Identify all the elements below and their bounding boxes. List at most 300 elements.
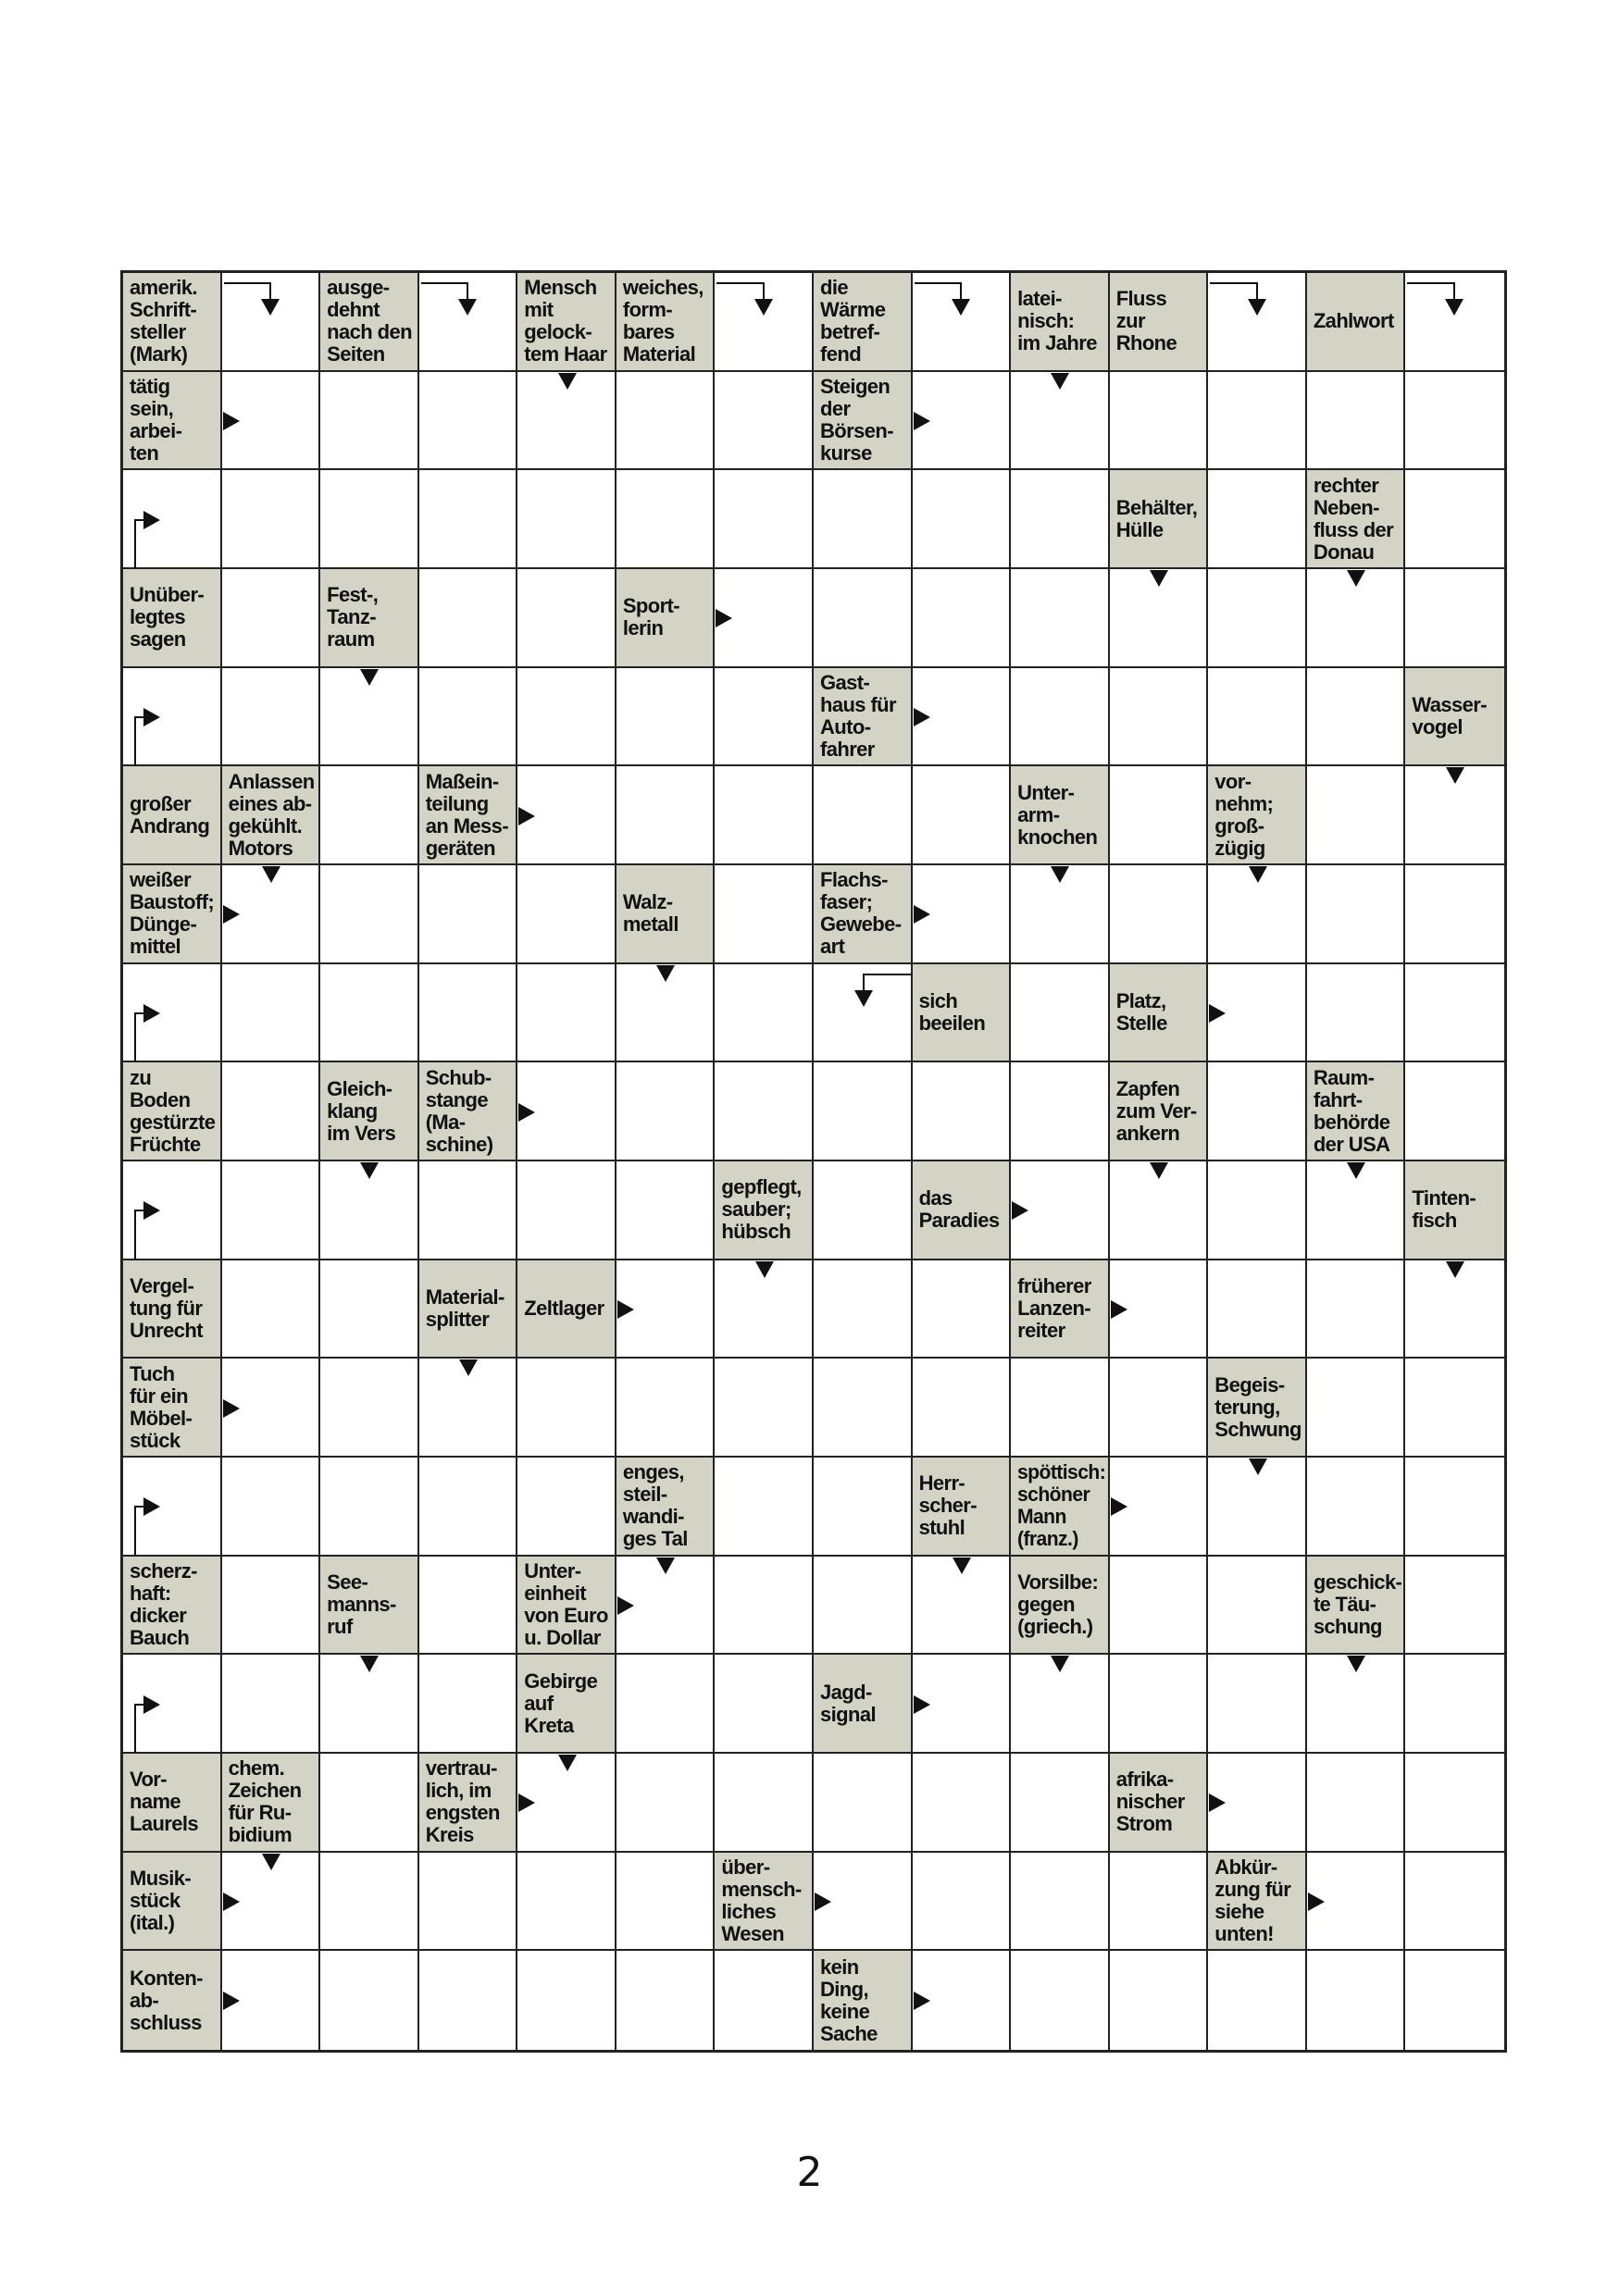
answer-cell[interactable]	[616, 470, 716, 569]
clue-text: Maßein- teilung an Mess- geräten	[425, 769, 509, 860]
answer-cell[interactable]	[222, 964, 321, 1063]
answer-cell[interactable]	[517, 1161, 616, 1260]
clue-text: Jagd- signal	[820, 1680, 876, 1726]
answer-cell[interactable]	[616, 1655, 716, 1754]
clue-text: ausge- dehnt nach den Seiten	[327, 276, 412, 366]
answer-cell[interactable]	[320, 766, 419, 865]
clue-cell	[814, 1655, 913, 1754]
answer-cell[interactable]	[320, 964, 419, 1063]
clue-text: Vor- name Laurels	[130, 1768, 199, 1836]
answer-cell[interactable]	[419, 1557, 518, 1656]
answer-cell[interactable]	[517, 1458, 616, 1557]
answer-cell[interactable]	[1110, 1655, 1209, 1754]
answer-cell[interactable]	[517, 865, 616, 964]
clue-cell	[419, 1260, 518, 1359]
arrow-right-icon	[1111, 1497, 1127, 1516]
answer-cell[interactable]	[1011, 1853, 1110, 1952]
answer-cell[interactable]	[1110, 766, 1209, 865]
clue-cell	[123, 273, 222, 372]
arrow-right-icon	[716, 609, 732, 627]
answer-cell[interactable]	[814, 470, 913, 569]
answer-cell[interactable]	[814, 569, 913, 668]
arrow-right-icon	[914, 1695, 930, 1714]
clue-cell	[123, 1557, 222, 1656]
answer-cell[interactable]	[1011, 470, 1110, 569]
clue-cell	[123, 865, 222, 964]
arrow-down-icon	[458, 299, 477, 316]
clue-text: chem. Zeichen für Ru- bidium	[228, 1756, 302, 1847]
answer-cell[interactable]	[419, 668, 518, 767]
answer-cell[interactable]	[1307, 865, 1406, 964]
clue-cell	[1307, 1557, 1406, 1656]
clue-text: Schub- stange (Ma- schine)	[425, 1065, 493, 1156]
answer-cell[interactable]	[715, 865, 814, 964]
arrow-down-icon	[558, 373, 577, 390]
clue-text: Konten- ab- schluss	[130, 1966, 203, 2034]
answer-cell[interactable]	[715, 1655, 814, 1754]
clue-text: Behälter, Hülle	[1115, 495, 1198, 541]
arrow-down-icon	[754, 299, 773, 316]
clue-cell	[1011, 1260, 1110, 1359]
answer-cell[interactable]	[1307, 1951, 1406, 2050]
answer-cell[interactable]	[616, 1853, 716, 1952]
answer-cell[interactable]	[1110, 865, 1209, 964]
answer-cell[interactable]	[222, 1161, 321, 1260]
answer-cell[interactable]	[1405, 865, 1504, 964]
clue-cell	[1110, 470, 1209, 569]
clue-cell	[1011, 766, 1110, 865]
clue-text: rechter Neben- fluss der Donau	[1313, 473, 1394, 564]
answer-cell[interactable]	[1110, 1359, 1209, 1458]
answer-cell[interactable]	[320, 1458, 419, 1557]
arrow-down-icon	[656, 965, 675, 982]
answer-cell[interactable]	[1110, 1557, 1209, 1656]
answer-cell[interactable]	[1208, 1260, 1307, 1359]
arrow-right-icon	[1209, 1004, 1226, 1023]
answer-cell[interactable]	[1307, 766, 1406, 865]
clue-text: Gast- haus für Auto- fahrer	[820, 670, 896, 761]
answer-cell[interactable]	[913, 766, 1012, 865]
arrow-down-icon	[1150, 1162, 1168, 1179]
arrow-down-icon	[1249, 866, 1267, 883]
clue-text: kein Ding, keine Sache	[820, 1955, 878, 2045]
clue-cell	[814, 1951, 913, 2050]
clue-text: amerik. Schrift- steller (Mark)	[130, 276, 197, 366]
answer-cell[interactable]	[1011, 964, 1110, 1063]
clue-cell	[1110, 1754, 1209, 1853]
answer-cell[interactable]	[320, 1853, 419, 1952]
answer-cell[interactable]	[1307, 1458, 1406, 1557]
clue-cell	[123, 1359, 222, 1458]
clue-text: Anlassen eines ab- gekühlt. Motors	[228, 769, 315, 860]
answer-cell[interactable]	[715, 1062, 814, 1161]
clue-text: spöttisch: schöner Mann (franz.)	[1017, 1460, 1106, 1551]
answer-cell[interactable]	[913, 470, 1012, 569]
answer-cell[interactable]	[1208, 1161, 1307, 1260]
answer-cell[interactable]	[1405, 1853, 1504, 1952]
answer-cell[interactable]	[1307, 372, 1406, 471]
clue-cell	[222, 1754, 321, 1853]
clue-cell	[913, 1161, 1012, 1260]
answer-cell[interactable]	[616, 1951, 716, 2050]
clue-text: Tinten- fisch	[1412, 1186, 1476, 1233]
clue-text: weißer Baustoff; Dünge- mittel	[130, 868, 215, 959]
answer-cell[interactable]	[1208, 372, 1307, 471]
arrow-down-icon	[1051, 866, 1069, 883]
clue-cell	[814, 273, 913, 372]
clue-text: Tuch für ein Möbel- stück	[130, 1361, 193, 1452]
answer-cell[interactable]	[222, 1458, 321, 1557]
answer-cell[interactable]	[814, 1754, 913, 1853]
arrow-elbow-line	[421, 282, 468, 301]
answer-cell[interactable]	[517, 470, 616, 569]
arrow-down-icon	[360, 669, 379, 686]
clue-cell	[123, 372, 222, 471]
clue-text: Wasser- vogel	[1412, 692, 1487, 738]
answer-cell[interactable]	[222, 569, 321, 668]
clue-cell	[814, 668, 913, 767]
arrow-down-icon	[1051, 373, 1069, 390]
answer-cell[interactable]	[222, 1557, 321, 1656]
clue-cell	[1011, 1458, 1110, 1557]
clue-cell	[1208, 1359, 1307, 1458]
answer-cell[interactable]	[913, 1853, 1012, 1952]
clue-text: weiches, form- bares Material	[622, 276, 704, 366]
clue-cell	[913, 1458, 1012, 1557]
answer-cell[interactable]	[1405, 1359, 1504, 1458]
answer-cell[interactable]	[517, 1951, 616, 2050]
answer-cell[interactable]	[1405, 372, 1504, 471]
answer-cell[interactable]	[1011, 668, 1110, 767]
answer-cell[interactable]	[222, 1062, 321, 1161]
arrow-elbow-line	[224, 282, 271, 301]
answer-cell[interactable]	[320, 865, 419, 964]
answer-cell[interactable]	[1405, 1951, 1504, 2050]
clue-text: Gebirge auf Kreta	[524, 1669, 598, 1737]
answer-cell[interactable]	[1011, 1062, 1110, 1161]
clue-text: über- mensch- liches Wesen	[721, 1855, 802, 1945]
answer-cell[interactable]	[517, 569, 616, 668]
clue-text: Gleich- klang im Vers	[327, 1076, 396, 1145]
answer-cell[interactable]	[814, 1557, 913, 1656]
clue-cell	[1011, 273, 1110, 372]
clue-text: Unter- arm- knochen	[1017, 780, 1098, 849]
answer-cell[interactable]	[222, 470, 321, 569]
answer-cell[interactable]	[814, 1062, 913, 1161]
answer-cell[interactable]	[715, 372, 814, 471]
arrow-right-icon	[1209, 1793, 1226, 1812]
clue-cell	[1307, 1062, 1406, 1161]
answer-cell[interactable]	[1011, 1359, 1110, 1458]
arrow-right-icon	[914, 412, 930, 430]
answer-cell[interactable]	[616, 668, 716, 767]
answer-cell[interactable]	[320, 372, 419, 471]
answer-cell[interactable]	[1208, 1951, 1307, 2050]
answer-cell[interactable]	[419, 964, 518, 1063]
clue-cell	[123, 569, 222, 668]
clue-cell	[320, 1062, 419, 1161]
answer-cell[interactable]	[1208, 1062, 1307, 1161]
clue-cell	[1208, 766, 1307, 865]
clue-cell	[320, 273, 419, 372]
arrow-elbow-line	[716, 282, 764, 301]
arrow-right-icon	[223, 1992, 240, 2010]
answer-cell[interactable]	[814, 1458, 913, 1557]
arrow-down-icon	[656, 1558, 675, 1574]
answer-cell[interactable]	[1405, 1655, 1504, 1754]
arrow-down-icon	[360, 1162, 379, 1179]
answer-cell[interactable]	[1110, 1853, 1209, 1952]
answer-cell[interactable]	[517, 1853, 616, 1952]
answer-cell[interactable]	[320, 1951, 419, 2050]
answer-cell[interactable]	[1307, 668, 1406, 767]
answer-cell[interactable]	[616, 1754, 716, 1853]
arrow-down-icon	[262, 866, 280, 883]
clue-text: Mensch mit gelock- tem Haar	[524, 276, 607, 366]
answer-cell[interactable]	[222, 668, 321, 767]
clue-cell	[123, 1951, 222, 2050]
answer-cell[interactable]	[715, 1458, 814, 1557]
answer-cell[interactable]	[616, 1062, 716, 1161]
clue-text: Vorsilbe: gegen (griech.)	[1017, 1570, 1099, 1638]
clue-cell	[1208, 1853, 1307, 1952]
arrow-elbow-line	[863, 974, 912, 992]
answer-cell[interactable]	[1307, 1359, 1406, 1458]
clue-cell	[1307, 470, 1406, 569]
clue-cell	[1110, 273, 1209, 372]
answer-cell[interactable]	[1307, 1754, 1406, 1853]
arrow-down-icon	[1249, 1458, 1267, 1475]
arrow-down-icon	[1150, 570, 1168, 587]
answer-cell[interactable]	[419, 1655, 518, 1754]
clue-text: Herr- scher- stuhl	[918, 1471, 977, 1540]
answer-cell[interactable]	[1208, 668, 1307, 767]
answer-cell[interactable]	[1307, 1260, 1406, 1359]
clue-text: Zapfen zum Ver- ankern	[1115, 1076, 1197, 1145]
answer-cell[interactable]	[913, 569, 1012, 668]
arrow-right-icon	[1308, 1893, 1325, 1911]
answer-cell[interactable]	[1110, 668, 1209, 767]
answer-cell[interactable]	[616, 1359, 716, 1458]
answer-cell[interactable]	[419, 1161, 518, 1260]
arrow-right-icon	[914, 708, 930, 726]
answer-cell[interactable]	[913, 1260, 1012, 1359]
clue-text: scherz- haft: dicker Bauch	[130, 1558, 197, 1649]
answer-cell[interactable]	[419, 569, 518, 668]
answer-cell[interactable]	[222, 1655, 321, 1754]
answer-cell[interactable]	[715, 1359, 814, 1458]
answer-cell[interactable]	[1405, 1754, 1504, 1853]
clue-text: tätig sein, arbei- ten	[130, 374, 182, 465]
arrow-right-icon	[143, 708, 160, 726]
answer-cell[interactable]	[715, 668, 814, 767]
arrow-elbow-line	[915, 282, 962, 301]
clue-cell	[123, 1754, 222, 1853]
clue-text: Fluss zur Rhone	[1115, 287, 1177, 355]
clue-cell	[616, 1458, 716, 1557]
page-number: 2	[796, 2149, 823, 2196]
answer-cell[interactable]	[616, 766, 716, 865]
arrow-down-icon	[952, 299, 970, 316]
clue-cell	[222, 766, 321, 865]
arrow-right-icon	[815, 1893, 831, 1911]
arrow-right-icon	[143, 1201, 160, 1220]
answer-cell[interactable]	[1208, 470, 1307, 569]
arrow-down-icon	[1248, 299, 1266, 316]
answer-cell[interactable]	[320, 1754, 419, 1853]
clue-text: Sport- lerin	[622, 594, 680, 640]
answer-cell[interactable]	[517, 1359, 616, 1458]
answer-cell[interactable]	[419, 1951, 518, 2050]
answer-cell[interactable]	[419, 470, 518, 569]
answer-cell[interactable]	[814, 1161, 913, 1260]
answer-cell[interactable]	[1405, 964, 1504, 1063]
clue-text: Raum- fahrt- behörde der USA	[1313, 1065, 1390, 1156]
clue-cell	[123, 1853, 222, 1952]
arrow-right-icon	[223, 1399, 240, 1418]
arrow-elbow-line	[1407, 282, 1454, 301]
clue-cell	[616, 569, 716, 668]
answer-cell[interactable]	[419, 372, 518, 471]
arrow-down-icon	[1446, 1261, 1464, 1278]
clue-text: Zeltlager	[524, 1296, 604, 1320]
clue-text: sich beeilen	[918, 988, 986, 1035]
arrow-down-icon	[1446, 767, 1464, 784]
answer-cell[interactable]	[1110, 1951, 1209, 2050]
answer-cell[interactable]	[715, 964, 814, 1063]
arrow-down-icon	[558, 1755, 577, 1771]
clue-cell	[715, 1853, 814, 1952]
answer-cell[interactable]	[814, 1359, 913, 1458]
arrow-down-icon	[1051, 1656, 1069, 1672]
answer-cell[interactable]	[715, 1557, 814, 1656]
arrow-down-icon	[1445, 299, 1463, 316]
answer-cell[interactable]	[616, 372, 716, 471]
clue-text: geschick- te Täu- schung	[1313, 1570, 1401, 1638]
answer-cell[interactable]	[320, 1359, 419, 1458]
arrow-right-icon	[914, 905, 930, 924]
clue-text: zu Boden gestürzte Früchte	[130, 1065, 216, 1156]
clue-text: Flachs- faser; Gewebe- art	[820, 868, 902, 959]
answer-cell[interactable]	[1208, 569, 1307, 668]
arrow-right-icon	[914, 1992, 930, 2010]
clue-cell	[517, 1557, 616, 1656]
answer-cell[interactable]	[715, 1951, 814, 2050]
answer-cell[interactable]	[913, 1062, 1012, 1161]
answer-cell[interactable]	[1110, 372, 1209, 471]
clue-cell	[320, 1557, 419, 1656]
answer-cell[interactable]	[1405, 1062, 1504, 1161]
arrow-down-icon	[953, 1558, 971, 1574]
clue-cell	[715, 1161, 814, 1260]
clue-text: Abkür- zung für siehe unten!	[1214, 1855, 1291, 1945]
answer-cell[interactable]	[1405, 569, 1504, 668]
clue-cell	[814, 865, 913, 964]
clue-cell	[1307, 273, 1406, 372]
arrow-down-icon	[854, 990, 873, 1007]
clue-cell	[517, 1260, 616, 1359]
clue-cell	[616, 273, 716, 372]
arrow-right-icon	[223, 412, 240, 430]
answer-cell[interactable]	[1011, 1754, 1110, 1853]
clue-text: früherer Lanzen- reiter	[1017, 1273, 1091, 1342]
arrow-right-icon	[518, 1103, 535, 1122]
answer-cell[interactable]	[913, 1754, 1012, 1853]
answer-cell[interactable]	[715, 766, 814, 865]
arrow-down-icon	[755, 1261, 774, 1278]
arrow-down-icon	[262, 1854, 280, 1870]
clue-text: Steigen der Börsen- kurse	[820, 374, 893, 465]
answer-cell[interactable]	[1307, 964, 1406, 1063]
clue-cell	[1011, 1557, 1110, 1656]
answer-cell[interactable]	[1011, 569, 1110, 668]
clue-text: das Paradies	[918, 1186, 1000, 1233]
answer-cell[interactable]	[419, 1853, 518, 1952]
clue-text: afrika- nischer Strom	[1115, 1768, 1185, 1836]
answer-cell[interactable]	[1405, 1458, 1504, 1557]
clue-cell	[123, 1260, 222, 1359]
arrow-right-icon	[1012, 1201, 1028, 1220]
clue-text: Musik- stück (ital.)	[130, 1866, 192, 1934]
arrow-right-icon	[1111, 1300, 1127, 1319]
answer-cell[interactable]	[814, 1260, 913, 1359]
answer-cell[interactable]	[616, 1161, 716, 1260]
clue-text: latei- nisch: im Jahre	[1017, 287, 1097, 355]
answer-cell[interactable]	[814, 766, 913, 865]
answer-cell[interactable]	[1011, 1951, 1110, 2050]
clue-text: enges, steil- wandi- ges Tal	[622, 1460, 688, 1551]
clue-cell	[913, 964, 1012, 1063]
answer-cell[interactable]	[517, 964, 616, 1063]
clue-text: großer Andrang	[130, 791, 210, 838]
arrow-elbow-line	[1210, 282, 1257, 301]
answer-cell[interactable]	[1405, 1557, 1504, 1656]
answer-cell[interactable]	[517, 668, 616, 767]
clue-cell	[419, 1062, 518, 1161]
answer-cell[interactable]	[1405, 470, 1504, 569]
clue-text: Fest-, Tanz- raum	[327, 583, 379, 652]
answer-cell[interactable]	[715, 470, 814, 569]
clue-cell	[123, 1062, 222, 1161]
clue-text: vertrau- lich, im engsten Kreis	[425, 1756, 500, 1847]
clue-cell	[123, 766, 222, 865]
answer-cell[interactable]	[222, 1260, 321, 1359]
answer-cell[interactable]	[1208, 1557, 1307, 1656]
arrow-right-icon	[223, 905, 240, 924]
clue-cell	[1405, 668, 1504, 767]
arrow-right-icon	[143, 511, 160, 529]
answer-cell[interactable]	[715, 1754, 814, 1853]
answer-cell[interactable]	[1208, 1655, 1307, 1754]
answer-cell[interactable]	[419, 1458, 518, 1557]
clue-text: Walz- metall	[622, 890, 679, 937]
answer-cell[interactable]	[913, 1359, 1012, 1458]
arrow-right-icon	[518, 807, 535, 825]
arrow-down-icon	[459, 1359, 478, 1376]
clue-text: Unüber- legtes sagen	[130, 583, 205, 652]
clue-text: Vergel- tung für Unrecht	[130, 1273, 203, 1342]
answer-cell[interactable]	[320, 1260, 419, 1359]
answer-cell[interactable]	[419, 865, 518, 964]
arrow-down-icon	[261, 299, 280, 316]
arrow-right-icon	[617, 1300, 634, 1319]
arrow-right-icon	[518, 1793, 535, 1812]
clue-cell	[616, 865, 716, 964]
answer-cell[interactable]	[320, 470, 419, 569]
clue-cell	[419, 766, 518, 865]
clue-cell	[517, 1655, 616, 1754]
clue-cell	[1405, 1161, 1504, 1260]
